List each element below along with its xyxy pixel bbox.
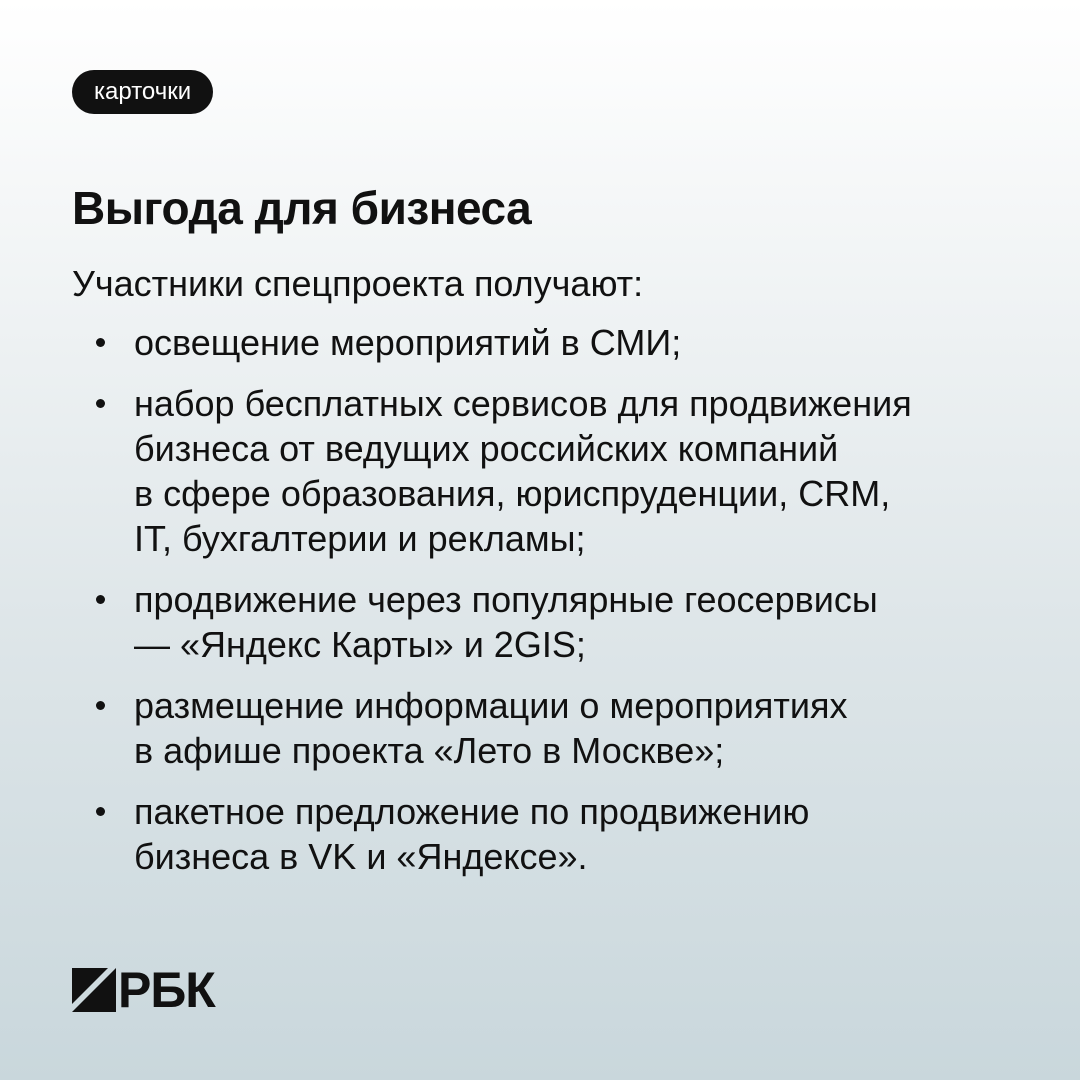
rbc-logo-mark-icon <box>72 968 116 1012</box>
list-item <box>72 683 1022 773</box>
bullet-icon <box>96 807 105 816</box>
list-item-text: пакетное предложение по продвижению бизнеса в VK и «Яндексе». <box>134 791 810 877</box>
list-item <box>72 577 1022 667</box>
benefits-list <box>72 320 1022 895</box>
list-item <box>72 789 1022 879</box>
rbc-logo[interactable] <box>72 962 215 1018</box>
category-tag[interactable]: карточки <box>72 70 213 114</box>
card-title: Выгода для бизнеса <box>72 182 532 234</box>
bullet-icon <box>96 595 105 604</box>
list-item-text: освещение мероприятий в СМИ; <box>134 322 682 363</box>
list-item <box>72 320 1022 365</box>
bullet-icon <box>96 338 105 347</box>
list-item-text: размещение информации о мероприятиях в афише проекта «Лето в Москве»; <box>134 685 848 771</box>
logo-text: РБК <box>118 962 215 1018</box>
bullet-icon <box>96 399 105 408</box>
list-item-text: продвижение через популярные геосервисы — «Яндекс Карты» и 2GIS; <box>134 579 878 665</box>
intro-text: Участники спецпроекта получают: <box>72 263 644 304</box>
list-item-text: набор бесплатных сервисов для продвижения бизнеса от ведущих российских компаний в сфере образования, юриспруденции, CRM, IT, бухгалтерии и рекламы; <box>134 383 912 559</box>
list-item <box>72 381 1022 561</box>
bullet-icon <box>96 701 105 710</box>
